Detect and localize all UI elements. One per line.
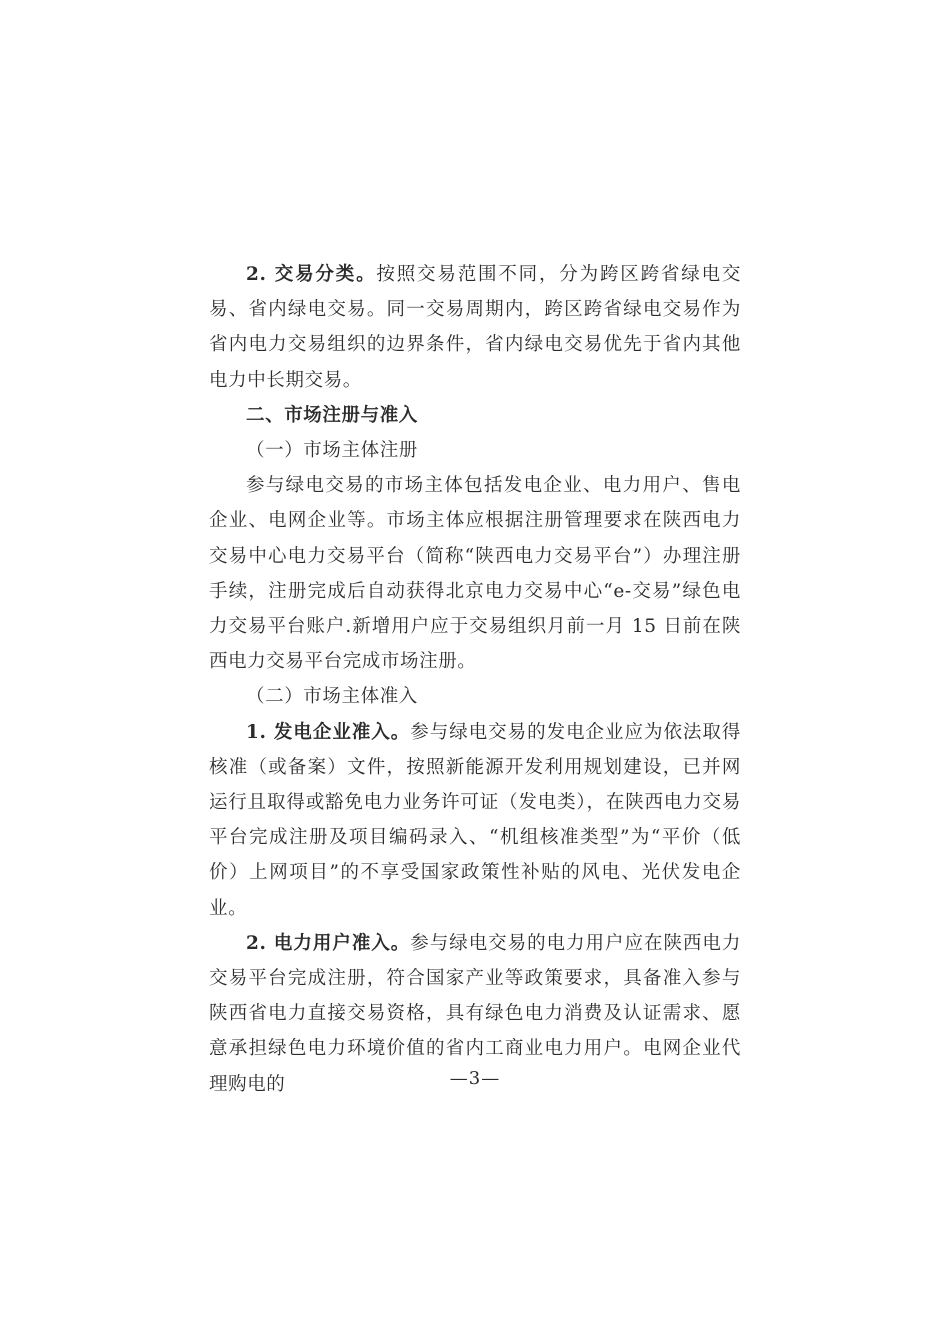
paragraph-text: 按照交易范围不同，分为跨区跨省绿电交易、省内绿电交易。同一交易周期内，跨区跨省绿电交易作为省内电力交易组织的边界条件，省内绿电交易优先于省内其他电力中长期交易。 (209, 264, 741, 391)
paragraph-registration: 参与绿电交易的市场主体包括发电企业、电力用户、售电企业、电网企业等。市场主体应根据注册管理要求在陕西电力交易中心电力交易平台（简称“陕西电力交易平台”）办理注册手续，注册完成后自动获得北京电力交易中心“e-交易”绿色电力交易平台账户.新增用户应于交易组织月前一月 15 日前在陕西电力交易平台完成市场注册。 (209, 475, 741, 673)
section-heading: 二、市场注册与准入 (246, 404, 418, 426)
paragraph-text: 参与绿电交易的电力用户应在陕西电力交易平台完成注册，符合国家产业等政策要求，具备准入参与陕西省电力直接交易资格，具有绿色电力消费及认证需求、愿意承担绿色电力环境价值的省内工商业电力用户。电网企业代理购电的 (209, 932, 741, 1095)
page-number: —3— (449, 1068, 501, 1089)
subsection-heading-registration: （一）市场主体注册 (246, 440, 418, 462)
paragraph-text: 参与绿电交易的发电企业应为依法取得核准（或备案）文件，按照新能源开发利用规划建设，已并网运行且取得或豁免电力业务许可证（发电类），在陕西电力交易平台完成注册及项目编码录入、“机组核准类型”为“平价（低价）上网项目”的不享受国家政策性补贴的风电、光伏发电企业。 (209, 721, 741, 919)
subsection-heading-admission: （二）市场主体准入 (246, 686, 418, 708)
paragraph-generator-admission (209, 715, 741, 926)
body-text (209, 257, 741, 1102)
paragraph-lead: 2. 电力用户准入。 (246, 932, 411, 954)
paragraph-trade-classification (209, 257, 741, 398)
paragraph-lead: 2. 交易分类。 (246, 264, 377, 285)
paragraph-lead: 1. 发电企业准入。 (246, 721, 411, 743)
